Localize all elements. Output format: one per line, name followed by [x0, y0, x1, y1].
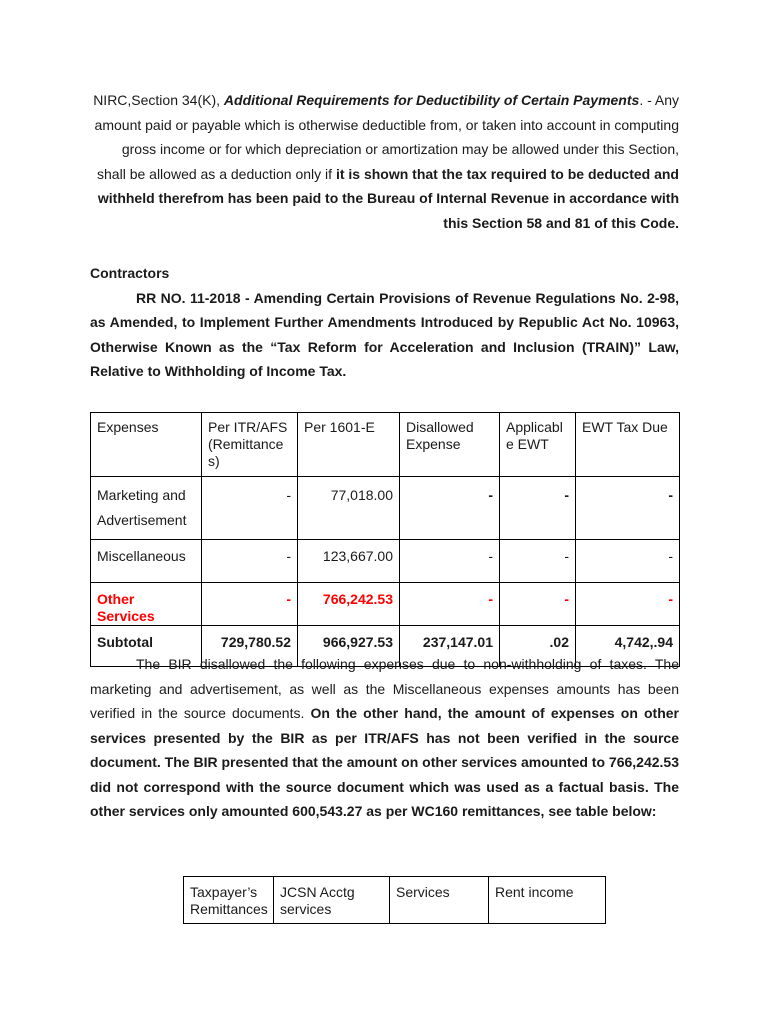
header-cell: Per ITR/AFS (Remittance s) [202, 413, 298, 477]
intro-bold: it is shown that the tax required to be deducted and withheld therefrom has been paid to the Bureau of Internal Revenue in accordance with this Section 58 and 81 of this Code. [97, 165, 679, 231]
expenses-table [90, 412, 680, 667]
table-header-row [184, 877, 606, 924]
table-cell: - [202, 540, 298, 583]
row-label: Miscellaneous [91, 540, 202, 583]
analysis-block [90, 652, 679, 824]
header-cell: Applicabl e EWT [500, 413, 576, 477]
table-cell: - [400, 583, 500, 626]
table-cell: - [202, 583, 298, 626]
table-cell: - [500, 583, 576, 626]
analysis-bold: On the other hand, the amount of expenses on other services presented by the BIR as per ITR/AFS has not been verified in the source document. The BIR presented that the amount on other services amounted to 766,242.53 did not correspond with the source document which was used as a factual basis. The other services only amounted 600,543.27 as per WC160 remittances, see table below: [90, 705, 679, 819]
table-cell: 77,018.00 [298, 477, 400, 540]
intro-lead: NIRC,Section 34(K), [93, 92, 224, 108]
table-cell: - [400, 477, 500, 540]
rr-paragraph [90, 286, 679, 384]
table-cell: - [576, 477, 680, 540]
table-cell: - [202, 477, 298, 540]
table-cell: - [500, 477, 576, 540]
header-cell: Services [390, 877, 489, 924]
header-cell: JCSN Acctg services [274, 877, 390, 924]
table-cell: - [576, 540, 680, 583]
table-cell: 4,742,.94 [576, 626, 680, 667]
table-row [91, 477, 680, 540]
row-label: Marketing and Advertisement [91, 477, 202, 540]
table-header-row [91, 413, 680, 477]
row-label: Other Services [91, 583, 202, 626]
table-cell: - [576, 583, 680, 626]
remittances-table [183, 876, 606, 924]
rr-text: RR NO. 11-2018 - Amending Certain Provisions of Revenue Regulations No. 2-98, as Amended, to Implement Further Amendments Introduced by Republic Act No. 10963, Otherwise Known as the “Tax Reform for Acceleration and Inclusion (TRAIN)” Law, Relative to Withholding of Income Tax. [90, 289, 679, 379]
table-cell: - [400, 540, 500, 583]
header-cell: Rent income [489, 877, 606, 924]
header-cell: Taxpayer’s Remittances [184, 877, 274, 924]
analysis-paragraph [90, 652, 679, 824]
table-cell: 966,927.53 [298, 626, 400, 667]
header-cell: Per 1601-E [298, 413, 400, 477]
intro-title: Additional Requirements for Deductibility of Certain Payments [223, 92, 640, 108]
table-cell: 729,780.52 [202, 626, 298, 667]
table-cell: 123,667.00 [298, 540, 400, 583]
row-label: Subtotal [91, 626, 202, 667]
table-cell: 766,242.53 [298, 583, 400, 626]
table-cell: - [500, 540, 576, 583]
table-cell: 237,147.01 [400, 626, 500, 667]
header-cell: EWT Tax Due [576, 413, 680, 477]
header-cell: Disallowed Expense [400, 413, 500, 477]
table-row [91, 540, 680, 583]
intro-paragraph [90, 88, 679, 235]
table-row-highlighted [91, 583, 680, 626]
analysis-plain: The BIR disallowed the following expenses due to non-withholding of taxes. The marketing and advertisement, as well as the Miscellaneous expenses amounts has been verified in the source documents. [90, 656, 679, 721]
document-body [90, 88, 679, 384]
table-cell: .02 [500, 626, 576, 667]
contractors-heading: Contractors [90, 265, 170, 281]
header-cell: Expenses [91, 413, 202, 477]
intro-text: . - Any amount paid or payable which is otherwise deductible from, or taken into account in computing gross income or for which depreciation or amortization may be allowed under this Section, shall be allowed as a deduction only if [94, 92, 679, 182]
